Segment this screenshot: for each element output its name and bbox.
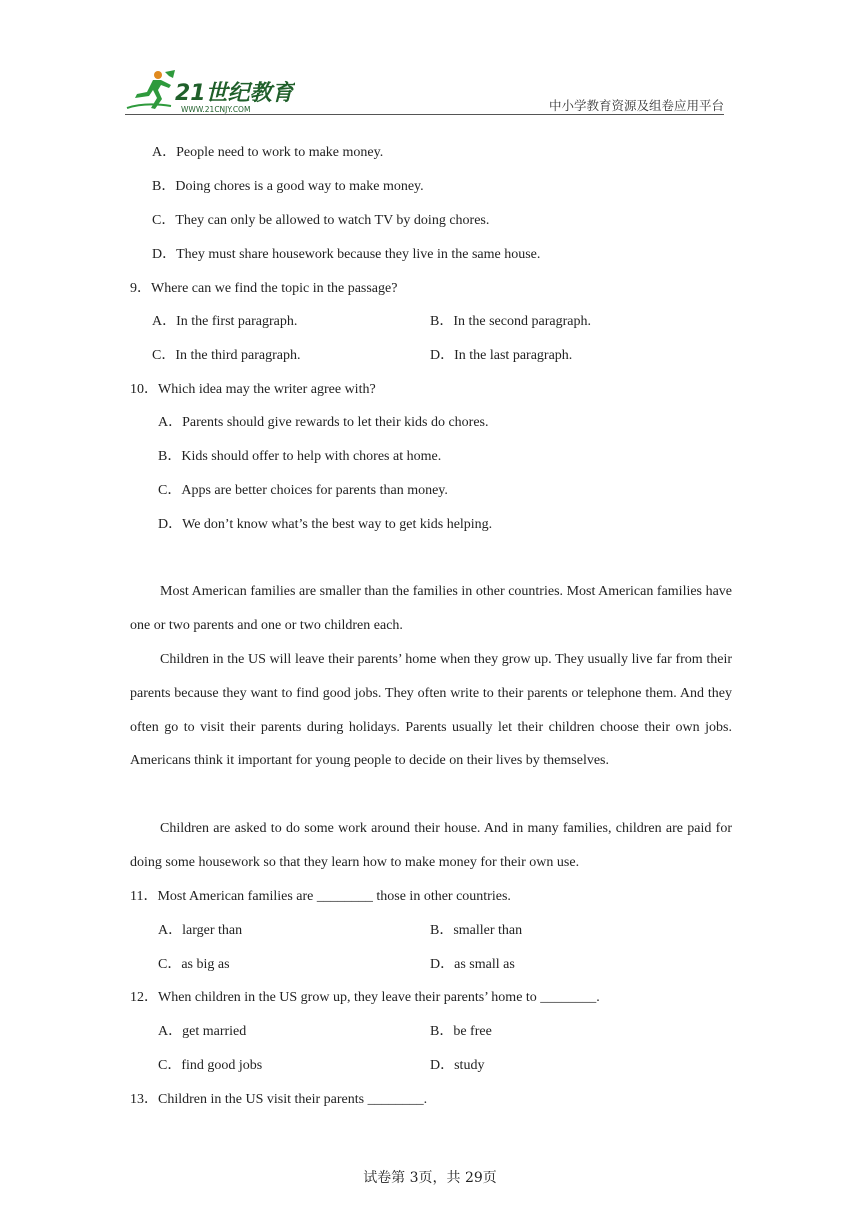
logo-text: 21世纪教育 [175, 81, 294, 106]
q9-option-a: A．In the first paragraph. [152, 314, 298, 329]
passage-paragraph-2: Children in the US will leave their parents’ home when they grow up. They usually live far from their parents because they want to find good jobs. They often write to their parents or telephone them. And they often go to visit their parents during holidays. Parents usually let their children choose their own jobs. Americans think it important for young people to decide on their lives by themselves. [130, 652, 732, 769]
logo-url: WWW.21CNJY.COM [181, 105, 251, 114]
q11-stem: 11．Most American families are ________ those in other countries. [130, 889, 511, 904]
runner-icon [127, 70, 175, 109]
q9-stem: 9．Where can we find the topic in the passage? [130, 281, 398, 296]
q9-option-b: B．In the second paragraph. [430, 314, 591, 329]
logo [125, 68, 295, 114]
page-header [125, 66, 724, 116]
q8-option-a: A．People need to work to make money. [152, 145, 384, 160]
q8-option-c: C．They can only be allowed to watch TV by doing chores. [152, 213, 490, 228]
q12-stem: 12．When children in the US grow up, they leave their parents’ home to ________. [130, 990, 600, 1005]
q12-option-b: B．be free [430, 1024, 492, 1039]
q12-option-a: A．get married [158, 1024, 247, 1039]
q10-option-d: D．We don’t know what’s the best way to get kids helping. [158, 517, 493, 532]
passage-paragraph-1: Most American families are smaller than the families in other countries. Most American families have one or two parents and one or two children each. [130, 584, 732, 633]
q9-option-c: C．In the third paragraph. [152, 348, 301, 363]
passage-paragraph-3: Children are asked to do some work around their house. And in many families, children are paid for doing some housework so that they learn how to make money for their own use. [130, 821, 732, 870]
q10-stem: 10．Which idea may the writer agree with? [130, 382, 376, 397]
q11-option-b: B．smaller than [430, 923, 523, 938]
q11-option-a: A．larger than [158, 923, 243, 938]
q8-option-d: D．They must share housework because they live in the same house. [152, 247, 541, 262]
q9-option-d: D．In the last paragraph. [430, 348, 573, 363]
q8-option-b: B．Doing chores is a good way to make money. [152, 179, 424, 194]
page-footer: 试卷第 3页，共 29页 [363, 1170, 497, 1186]
q10-option-b: B．Kids should offer to help with chores at home. [158, 449, 442, 464]
platform-name: 中小学教育资源及组卷应用平台 [548, 98, 724, 113]
q11-option-d: D．as small as [430, 957, 515, 972]
q10-option-c: C．Apps are better choices for parents than money. [158, 483, 448, 498]
header-divider [125, 114, 724, 115]
q11-option-c: C．as big as [158, 957, 230, 972]
q12-option-d: D．study [430, 1058, 485, 1073]
q13-stem: 13．Children in the US visit their parents ________. [130, 1092, 428, 1107]
q10-option-a: A．Parents should give rewards to let their kids do chores. [158, 415, 489, 430]
q12-option-c: C．find good jobs [158, 1058, 263, 1073]
